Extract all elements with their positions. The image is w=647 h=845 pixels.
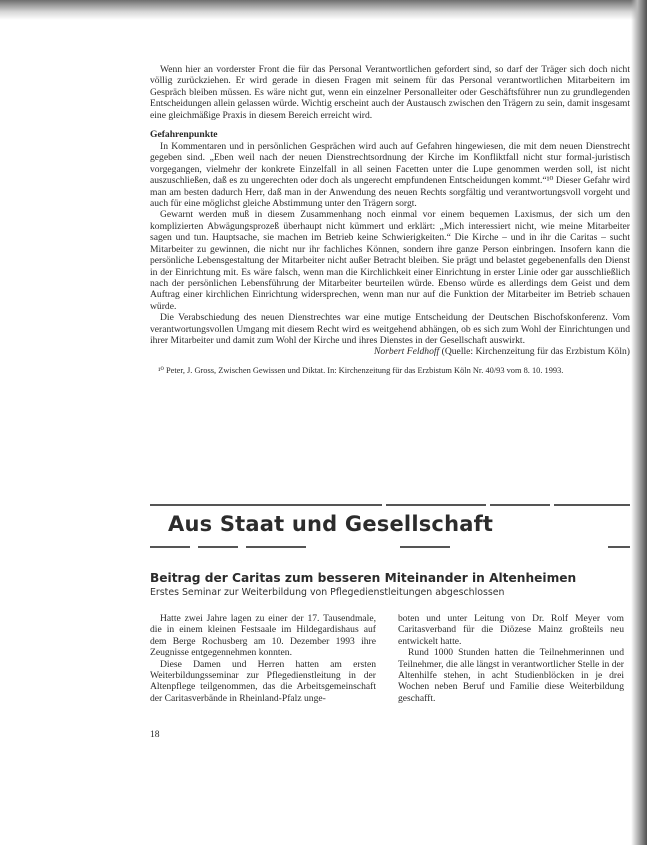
article-column-left [150, 613, 376, 704]
article-subtitle: Erstes Seminar zur Weiterbildung von Pflegedienstleitungen abgeschlossen [150, 587, 505, 598]
signature-name: Norbert Feldhoff [373, 346, 440, 358]
article-right-paragraph-2: Rund 1000 Stunden hatten die Teilnehmerinnen und Teilnehmer, die alle längst in verantwortlicher Stelle in der Altenhilfe stehen, in acht Studienblöcken in je drei Wochen neben Beruf und Familie diese Weiterbildung geschafft. [398, 647, 624, 704]
signature [150, 346, 630, 357]
main-text-block [150, 64, 630, 376]
paragraph-4: Die Verabschiedung des neuen Dienstrechtes war eine mutige Entscheidung der Deutschen Bischofskonferenz. Vom verantwortungsvollen Umgang mit diesem Recht wird es weitgehend abhängen, ob es sich zum Wohl der Einrichtungen und ihrer Mitarbeiter und damit zum Wohl der Kirche und ihres Dienstes in der Gesellschaft auswirkt. [150, 312, 630, 346]
signature-source: (Quelle: Kirchenzeitung für das Erzbistum Köln) [441, 346, 630, 358]
subheading-gefahrenpunkte: Gefahrenpunkte [150, 129, 218, 141]
paragraph-3: Gewarnt werden muß in diesem Zusammenhang noch einmal vor einem bequemen Laxismus, der sich um den komplizierten Abwägungsprozeß überhaupt nicht kümmert und erklärt: „Mich interessiert nicht, wie meine Mitarbeiter sagen und tun. Hauptsache, sie machen im Betrieb keine Schwierigkeiten.“ Die Kirche – und in ihr die Caritas – sucht Mitarbeiter zu gewinnen, die nicht nur ihr fachliches Können, sondern ihre ganze Person einbringen. Insofern kann die persönliche Lebensgestaltung der Mitarbeiter nicht außer Betracht bleiben. Sie prägt und belastet gegebenenfalls den Dienst in der Einrichtung mit. Es wäre falsch, wenn man die Kirchlichkeit einer Einrichtung in erster Linie oder gar ausschließlich nach der persönlichen Lebensführung der Mitarbeiter beurteilen würde. Ebenso würde es allerdings dem Geist und dem Auftrag einer kirchlichen Einrichtung widersprechen, wenn man nur auf die Funktion der Mitarbeiter im Betrieb schauen würde. [150, 209, 630, 312]
article-left-paragraph-2: Diese Damen und Herren hatten am ersten Weiterbildungsseminar zur Pflegedienstleitung in der Altenpflege teilgenommen, das die Arbeitsgemeinschaft der Caritasverbände in Rheinland-Pfalz unge- [150, 658, 376, 704]
section-rule-top [150, 504, 630, 508]
section-title: Aus Staat und Gesellschaft [168, 512, 494, 536]
section-rule-bottom [150, 546, 630, 550]
page-number: 18 [150, 729, 160, 740]
article-column-right [398, 613, 624, 704]
article-right-paragraph-1: boten und unter Leitung von Dr. Rolf Meyer vom Caritasverband für die Diözese Mainz großteils neu entwickelt hatte. [398, 613, 624, 647]
article-title: Beitrag der Caritas zum besseren Miteinander in Altenheimen [150, 571, 577, 585]
footnote: ¹⁰ Peter, J. Gross, Zwischen Gewissen und Diktat. In: Kirchenzeitung für das Erzbistum Köln Nr. 40/93 vom 8. 10. 1993. [158, 365, 564, 375]
paragraph-2: In Kommentaren und in persönlichen Gesprächen wird auch auf Gefahren hingewiesen, die mit dem neuen Dienstrecht gegeben sind. „Eben weil nach der neuen Dienstrechtsordnung der Kirche im Konfliktfall nicht stur formal-juristisch vorgegangen, vielmehr der konkrete Einzelfall in all seinen Facetten unter die Lupe genommen werden soll, ist nicht auszuschließen, daß es zu ungerechten oder doch als ungerecht empfundenen Entscheidungen kommt.“¹⁰ Dieser Gefahr wird man am besten dadurch Herr, daß man in der Anwendung des neuen Rechts sorgfältig und verantwortungsvoll vorgeht und auch für eine möglichst gleiche Abstimmung unter den Trägern sorgt. [150, 141, 630, 210]
paragraph-1: Wenn hier an vorderster Front die für das Personal Verantwortlichen gefordert sind, so darf der Träger sich doch nicht völlig zurückziehen. Er wird gerade in diesen Fragen mit seinem für das Personal verantwortlichen Mitarbeitern im Gespräch bleiben müssen. Es wäre nicht gut, wenn ein einzelner Personalleiter oder Geschäftsführer nun zu grundlegenden Entscheidungen allein gelassen würde. Wichtig erscheint auch der Austausch zwischen den Trägern zu sein, damit insgesamt eine gleichmäßige Praxis in diesem Bereich erreicht wird. [150, 64, 630, 121]
article-left-paragraph-1: Hatte zwei Jahre lagen zu einer der 17. Tausendmale, die in einem kleinen Festsaale im Hildegardishaus auf dem Berge Rochusberg am 10. Dezember 1993 ihre Zeugnisse entgegennehmen konnten. [150, 613, 376, 659]
scan-shadow-top [0, 0, 647, 20]
scan-shadow-right [631, 0, 647, 845]
